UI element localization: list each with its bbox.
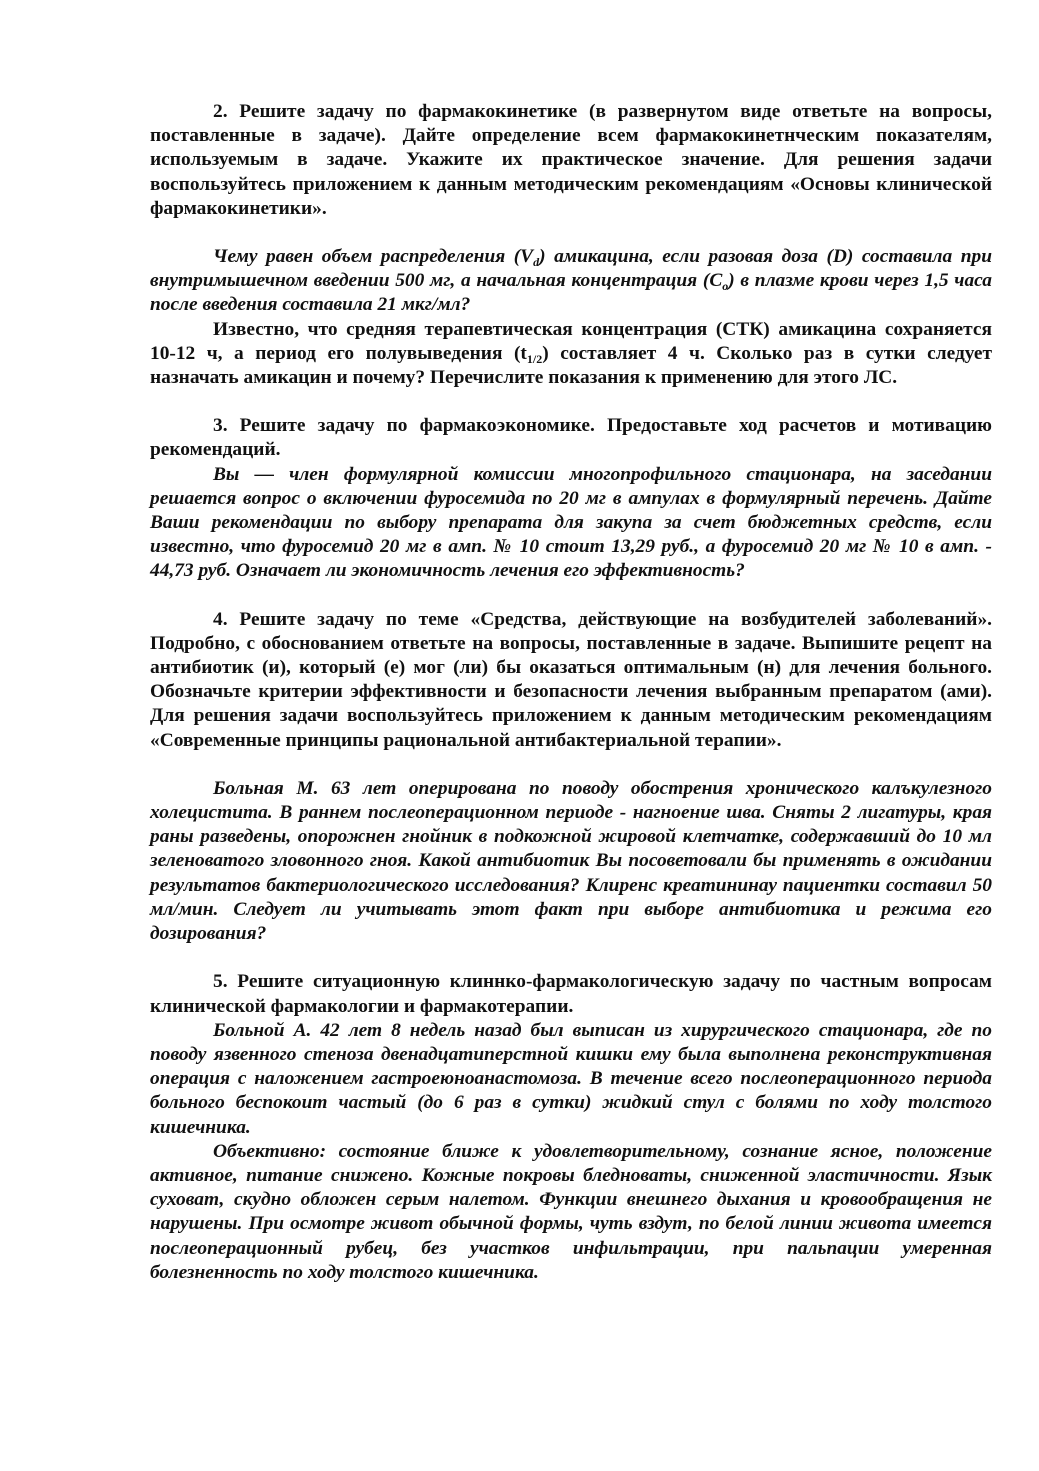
document-page bbox=[150, 100, 992, 1285]
task-2-heading: 2. Решите задачу по фармакокинетике (в развернутом виде ответьте на вопросы, поставленные в задаче). Дайте определение всем фармакокинетнческим показателям, используемым в задаче. Укажите их практическое значение. Для решения задачи воспользуйтесь приложением к данным методическим рекомендациям «Основы клинической фармакокинетики». bbox=[150, 101, 992, 219]
task-5-body-objective: Объективно: состояние ближе к удовлетворительному, сознание ясное, положение активное, питание снижено. Кожные покровы бледноваты, сниженной эластичности. Язык суховат, скудно обложен серым налетом. Функции внешнего дыхания и кровообращения не нарушены. При осмотре живот обычной формы, чуть вздут, по белой линии живота имеется послеоперационный рубец, без участков инфильтрации, при пальпации умеренная болезненность по ходу толстого кишечника. bbox=[150, 1140, 992, 1283]
task-4-heading: 4. Решите задачу по теме «Средства, действующие на возбудителей заболеваний». Подробно, с обоснованием ответьте на вопросы, поставленные в задаче. Выпишите рецепт на антибиотик (и), который (е) мог (ли) бы оказаться оптимальным (н) для лечения больного. Обозначьте критерии эффективности и безопасности лечения выбранным препаратом (ами). Для решения задачи воспользуйтесь приложением к данным методическим рекомендациям «Современные принципы рациональной антибактериальной терапии». bbox=[150, 608, 992, 751]
spacer bbox=[150, 946, 992, 970]
spacer bbox=[150, 584, 992, 608]
task-5-body-history: Больной А. 42 лет 8 недель назад был выписан из хирургического стационара, где по поводу язвенного стеноза двенадцатиперстной кишки ему была выполнена реконструктивная операция с наложением гастроеюноанастомоза. В течение всего послеоперационного периода больного беспокоит частый (до 6 раз в сутки) жидкий стул с болями по ходу толстого кишечника. bbox=[150, 1019, 992, 1138]
task-3-body: Вы — член формулярной комиссии многопрофильного стационара, на заседании решается вопрос о включении фуросемида по 20 мг в ампулах в формулярный перечень. Дайте Ваши рекомендации по выбору препарата для закупа за счет бюджетных средств, если известно, что фуросемид 20 мг в амп. № 10 стоит 13,29 руб., а фуросемид 20 мг № 10 в амп. - 44,73 руб. Означает ли экономичность лечения его эффективность? bbox=[150, 463, 992, 582]
task-2-paragraph: Известно, что средняя терапевтическая концентрация (СТК) амикацина сохраняется 10-12 ч, а период его полувыведения $(t_{1/2})$ составляет 4 ч. Сколько раз в сутки следует назначать амикацин и почему? Перечислите показания к применению для этого ЛС. bbox=[150, 318, 992, 389]
spacer bbox=[150, 390, 992, 414]
task-2-question: Чему равен объем распределения $(V_d)$ амикацина, если разовая доза (D) составила при внутримышечном введении 500 мг, а начальная концентрация $(C_o)$ в плазме крови через 1,5 часа после введения составила 21 мкг/мл? bbox=[150, 246, 992, 316]
task-3-heading: 3. Решите задачу по фармакоэкономике. Предоставьте ход расчетов и мотивацию рекомендаций. bbox=[150, 415, 992, 461]
task-5-heading: 5. Решите ситуационную клиннко-фармакологическую задачу по частным вопросам клинической фармакологии и фармакотерапии. bbox=[150, 971, 992, 1017]
spacer bbox=[150, 221, 992, 245]
task-4-body: Больная М. 63 лет оперирована по поводу обострения хронического калъкулезного холецистита. В раннем послеоперационном периоде - нагноение шва. Сняты 2 лигатуры, края раны разведены, опорожнен гнойник в подкожной жировой клетчатке, содержавший до 10 мл зеленоватого зловонного гноя. Какой антибиотик Вы посоветовали бы применять в ожидании результатов бактериологического исследования? Клиренс креатининау пациентки составил 50 мл/мин. Следует ли учитывать этот факт при выборе антибиотика и режима его дозирования? bbox=[150, 777, 992, 945]
spacer bbox=[150, 753, 992, 777]
